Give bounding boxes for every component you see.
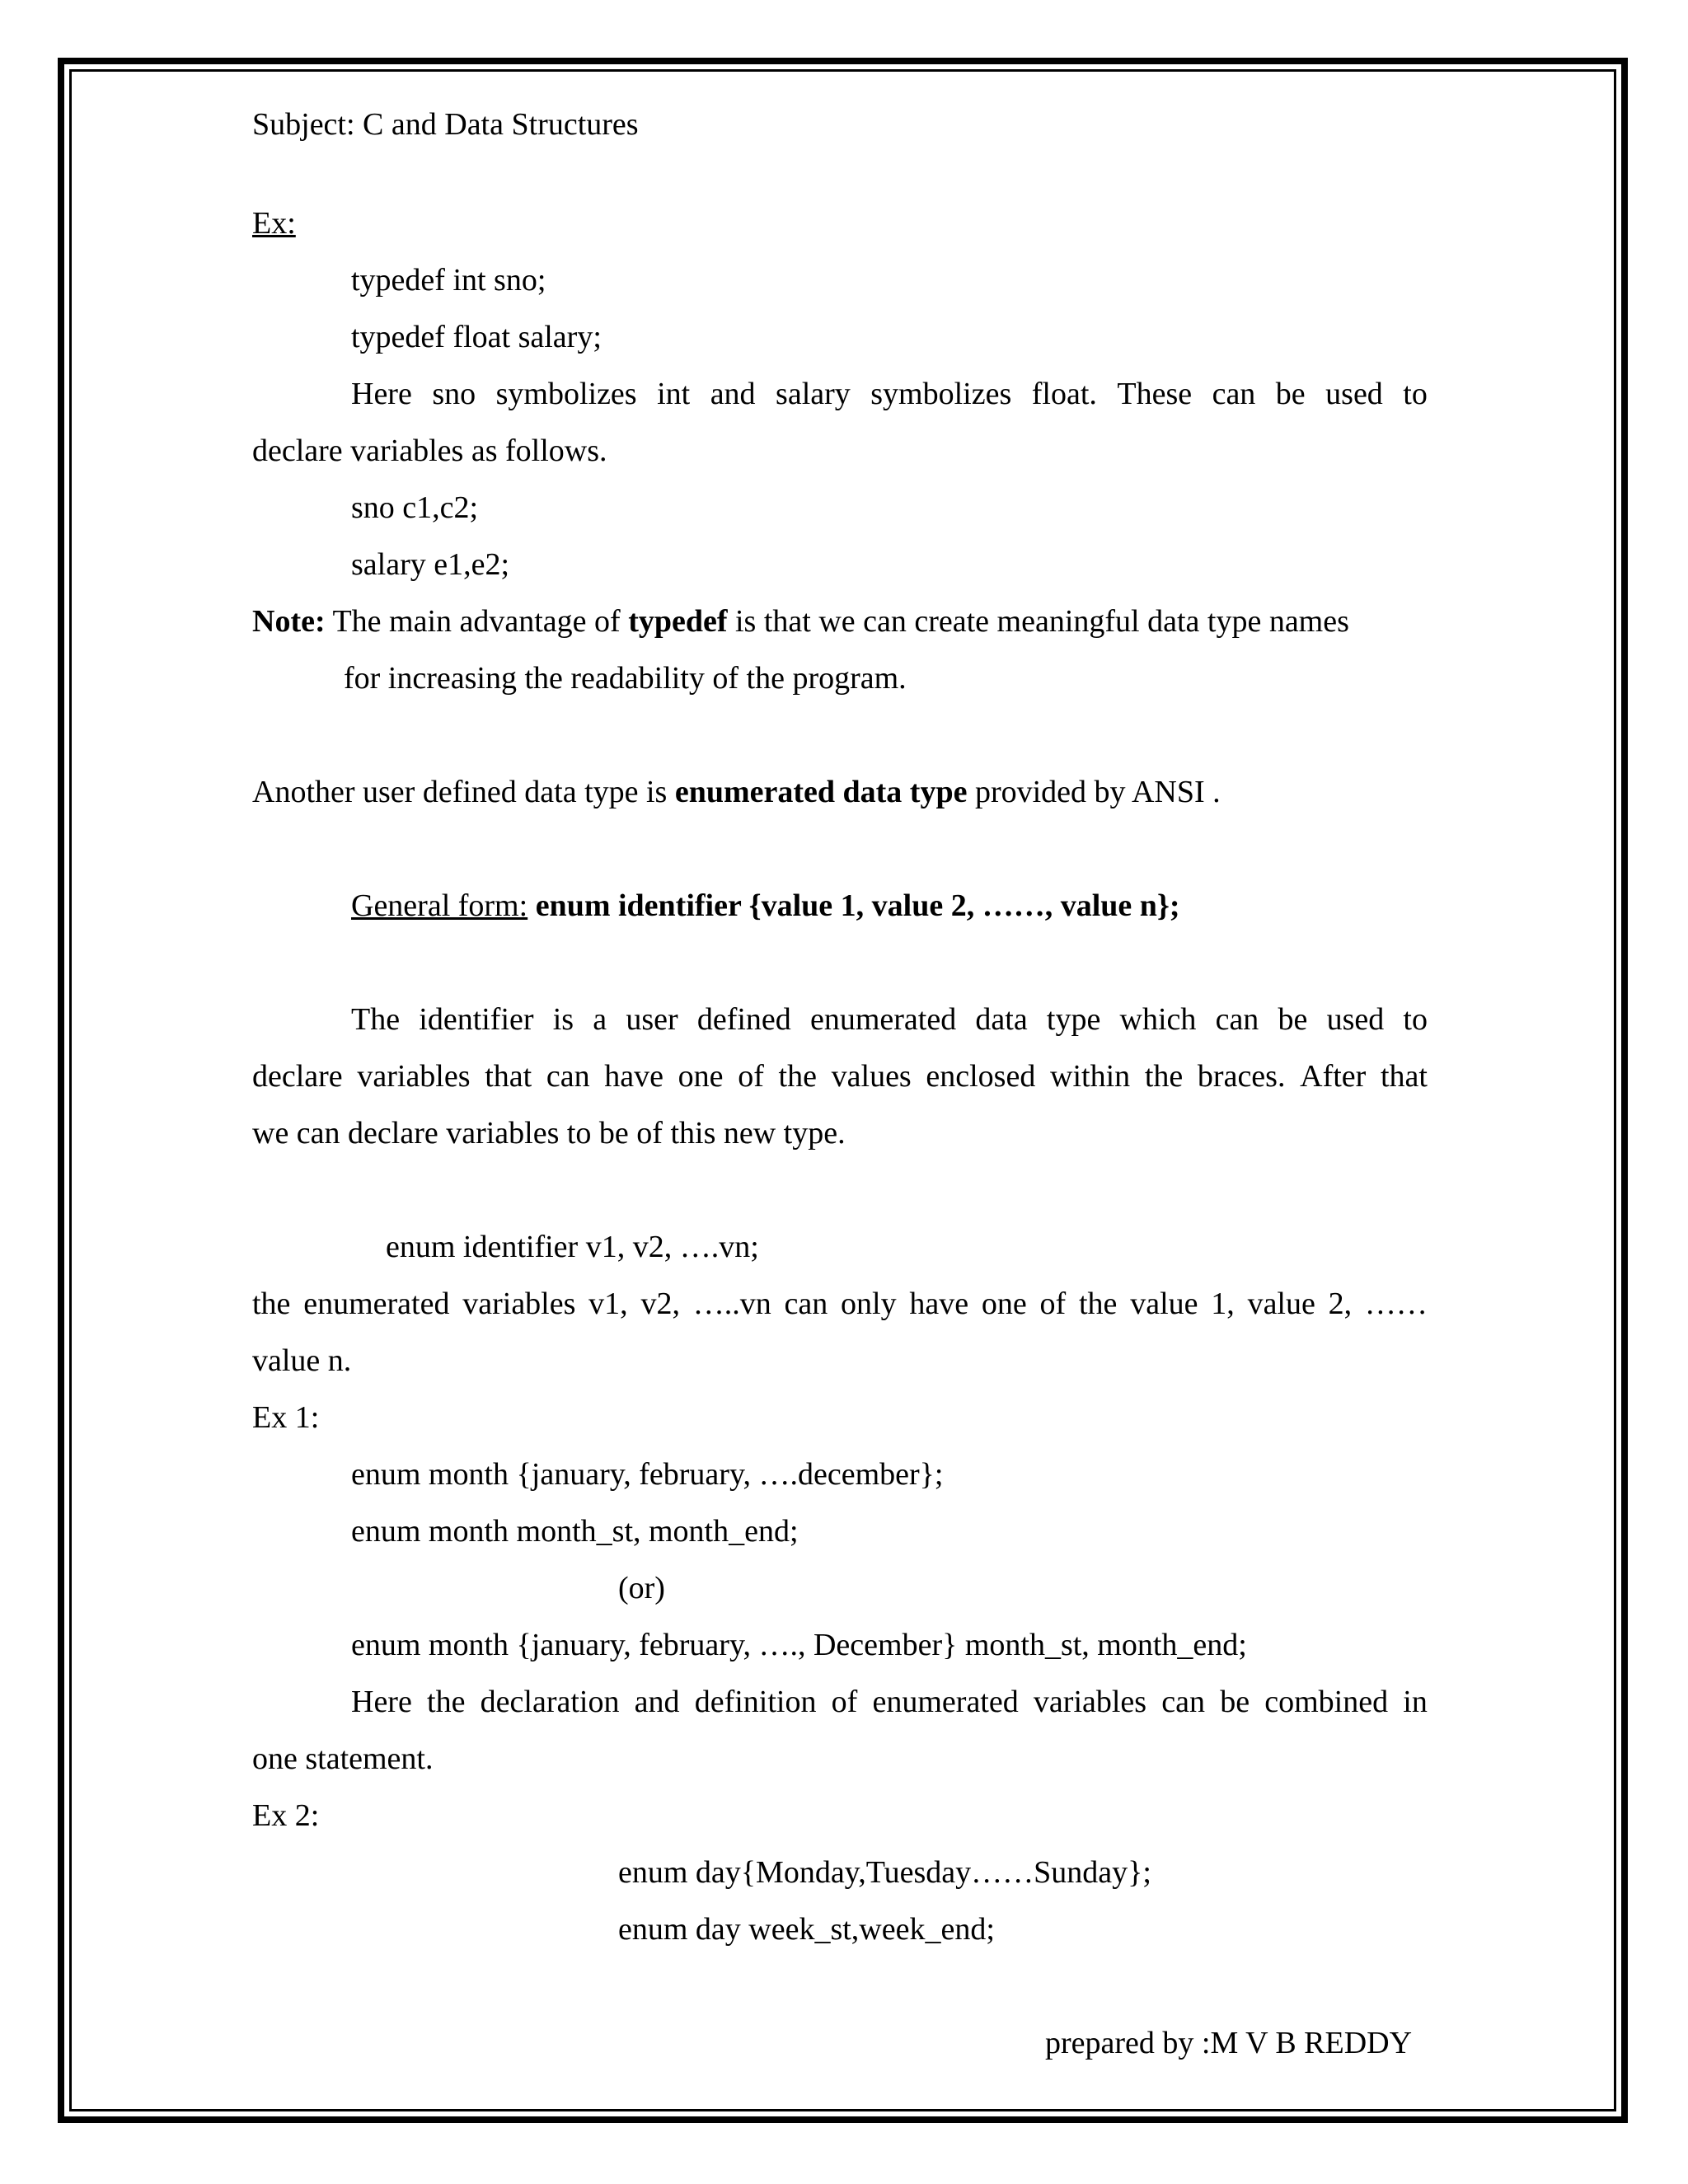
code-line-enum-day-vars: enum day week_st,week_end; [618,1912,995,1947]
paragraph-word: type [1046,1002,1101,1037]
paragraph-word: 1, [1211,1286,1235,1321]
paragraph-word: defined [696,1002,791,1037]
paragraph-word: can [1161,1685,1205,1719]
code-line-sno: sno c1,c2; [351,490,479,525]
paragraph-word: within [1050,1059,1131,1094]
paragraph-word: variables [462,1286,576,1321]
code-line-enum-day: enum day{Monday,Tuesday……Sunday}; [618,1855,1151,1890]
paragraph-word: have [604,1059,663,1094]
paragraph-word: of [738,1059,764,1094]
paragraph-word: that [1381,1059,1428,1094]
example1-label: Ex 1: [252,1400,320,1435]
paragraph-word: float. [1031,377,1097,411]
paragraph-word: that [485,1059,532,1094]
paragraph-word: v2, [640,1286,680,1321]
note-line2: for increasing the readability of the program. [344,661,907,696]
paragraph-word: can [1215,1002,1259,1037]
paragraph-word: sno [432,377,476,411]
paragraph-word: symbolizes [870,377,1012,411]
paragraph-word: to [1403,377,1428,411]
paragraph-word: be [1275,377,1306,411]
or-separator: (or) [618,1571,665,1605]
paragraph-word: declare [252,1059,343,1094]
paragraph-word: Here [351,377,412,411]
code-line-enum-month-vars: enum month month_st, month_end; [351,1514,799,1549]
subject-header: Subject: C and Data Structures [252,107,639,142]
paragraph-word: used [1326,1002,1385,1037]
paragraph-word: variables [357,1059,471,1094]
typedef-paragraph-line1 [351,375,1428,413]
paragraph-word: used [1325,377,1383,411]
paragraph-word: the [778,1059,817,1094]
general-form-syntax: enum identifier {value 1, value 2, ……, value n}; [528,888,1180,923]
paragraph-word: be [1220,1685,1250,1719]
paragraph-word: in [1403,1685,1428,1719]
paragraph-word: variables [1033,1685,1147,1719]
paragraph-word: can [546,1059,590,1094]
enum-decl-line2: value n. [252,1343,352,1378]
paragraph-word: identifier [419,1002,534,1037]
paragraph-word: to [1403,1002,1428,1037]
note-text-a: The main advantage of [325,604,629,639]
code-line-enum-month: enum month {january, february, ….december}; [351,1457,944,1492]
typedef-paragraph-line2: declare variables as follows. [252,434,607,468]
general-form-label: General form: [351,888,528,923]
paragraph-word: one [678,1059,724,1094]
example1-paragraph-line2: one statement. [252,1741,434,1776]
paragraph-word: the [252,1286,291,1321]
general-form [351,887,1180,925]
note-paragraph [252,602,1349,640]
paragraph-word: the [1078,1286,1118,1321]
identifier-paragraph-line1 [351,1001,1428,1038]
paragraph-word: combined [1264,1685,1389,1719]
example1-paragraph-line1 [351,1683,1428,1721]
note-keyword: typedef [628,604,728,639]
paragraph-word: have [909,1286,969,1321]
paragraph-word: data [975,1002,1028,1037]
enum-intro [252,773,1221,811]
paragraph-word: value [1130,1286,1198,1321]
paragraph-word: and [710,377,756,411]
paragraph-word: can [1212,377,1256,411]
paragraph-word: of [831,1685,858,1719]
paragraph-word: enumerated [809,1002,957,1037]
code-line-typedef-int: typedef int sno; [351,263,546,298]
paragraph-word: braces. [1197,1059,1286,1094]
paragraph-word: is [552,1002,574,1037]
paragraph-word: only [841,1286,897,1321]
paragraph-word: enumerated [303,1286,450,1321]
paragraph-word: int [657,377,691,411]
example-label: Ex: [252,206,296,241]
paragraph-word: …..vn [692,1286,771,1321]
paragraph-word: the [427,1685,466,1719]
paragraph-word: salary [776,377,851,411]
enum-decl-line1 [252,1285,1428,1323]
paragraph-word: definition [694,1685,817,1719]
enum-intro-text-b: provided by ANSI . [967,775,1221,809]
paragraph-word: 2, [1328,1286,1353,1321]
enum-intro-bold: enumerated data type [674,775,968,809]
identifier-paragraph-line2 [252,1057,1428,1095]
paragraph-word: These [1117,377,1193,411]
paragraph-word: After [1300,1059,1367,1094]
paragraph-word: which [1119,1002,1197,1037]
paragraph-word: one [981,1286,1027,1321]
paragraph-word: declaration [480,1685,620,1719]
identifier-paragraph-line3: we can declare variables to be of this new type. [252,1116,846,1151]
paragraph-word: value [1247,1286,1315,1321]
code-line-salary: salary e1,e2; [351,547,510,582]
paragraph-word: enumerated [872,1685,1019,1719]
paragraph-word: user [626,1002,678,1037]
paragraph-word: values [831,1059,912,1094]
prepared-by-footer: prepared by :M V B REDDY [1045,2026,1413,2060]
code-line-typedef-float: typedef float salary; [351,320,602,354]
note-text-b: is that we can create meaningful data type names [727,604,1349,639]
code-line-enum-identifier: enum identifier v1, v2, ….vn; [386,1230,759,1264]
paragraph-word: Here [351,1685,412,1719]
paragraph-word: …… [1364,1286,1428,1321]
enum-intro-text-a: Another user defined data type is [252,775,675,809]
paragraph-word: a [593,1002,607,1037]
paragraph-word: be [1278,1002,1308,1037]
paragraph-word: and [634,1685,680,1719]
paragraph-word: symbolizes [495,377,637,411]
paragraph-word: v1, [588,1286,628,1321]
example2-label: Ex 2: [252,1798,320,1833]
paragraph-word: of [1039,1286,1067,1321]
paragraph-word: the [1144,1059,1184,1094]
code-line-enum-month-combined: enum month {january, february, …., December} month_st, month_end; [351,1628,1247,1662]
paragraph-word: can [784,1286,828,1321]
paragraph-word: enclosed [926,1059,1036,1094]
paragraph-word: The [351,1002,401,1037]
note-label: Note: [252,604,326,639]
